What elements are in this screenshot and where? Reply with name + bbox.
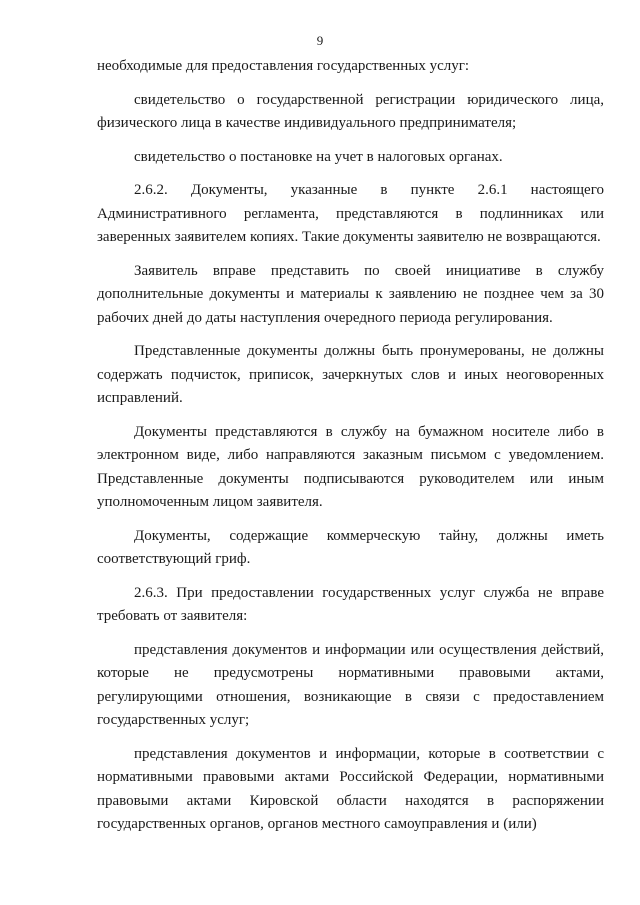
paragraph-6: Представленные документы должны быть пронумерованы, не должны содержать подчисток, приписок, зачеркнутых слов и иных неоговоренных исправлений. xyxy=(97,343,604,406)
paragraph-2: свидетельство о государственной регистрации юридического лица, физического лица в качестве индивидуального предпринимателя; xyxy=(97,91,604,131)
paragraph-4: 2.6.2. Документы, указанные в пункте 2.6.1 настоящего Административного регламента, представляются в подлинниках или заверенных заявителем копиях. Такие документы заявителю не возвращаются. xyxy=(97,182,604,245)
paragraph-3: свидетельство о постановке на учет в налоговых органах. xyxy=(134,148,503,165)
paragraph-10: представления документов и информации или осуществления действий, которые не предусмотрены нормативными правовыми актами, регулирующими отношения, возникающие в связи с предоставлением государственных услуг; xyxy=(97,641,604,728)
paragraph-1: необходимые для предоставления государственных услуг: xyxy=(97,58,470,74)
paragraph-9: 2.6.3. При предоставлении государственных услуг служба не вправе требовать от заявителя: xyxy=(97,584,604,624)
paragraph-8: Документы, содержащие коммерческую тайну, должны иметь соответствующий гриф. xyxy=(97,527,604,567)
page-number: 9 xyxy=(316,33,324,48)
paragraph-7: Документы представляются в службу на бумажном носителе либо в электронном виде, либо направляются заказным письмом с уведомлением. Представленные документы подписываются руководителем или иным уполномоченным лицом заявителя. xyxy=(97,423,604,510)
document-body xyxy=(97,55,604,847)
paragraph-5: Заявитель вправе представить по своей инициативе в службу дополнительные документы и материалы к заявлению не позднее чем за 30 рабочих дней до даты наступления очередного периода регулирования. xyxy=(97,262,604,326)
paragraph-11: представления документов и информации, которые в соответствии с нормативными правовыми актами Российской Федерации, нормативными правовыми актами Кировской области находятся в распоряжении государственных органов, органов местного самоуправления и (или) xyxy=(97,745,604,832)
